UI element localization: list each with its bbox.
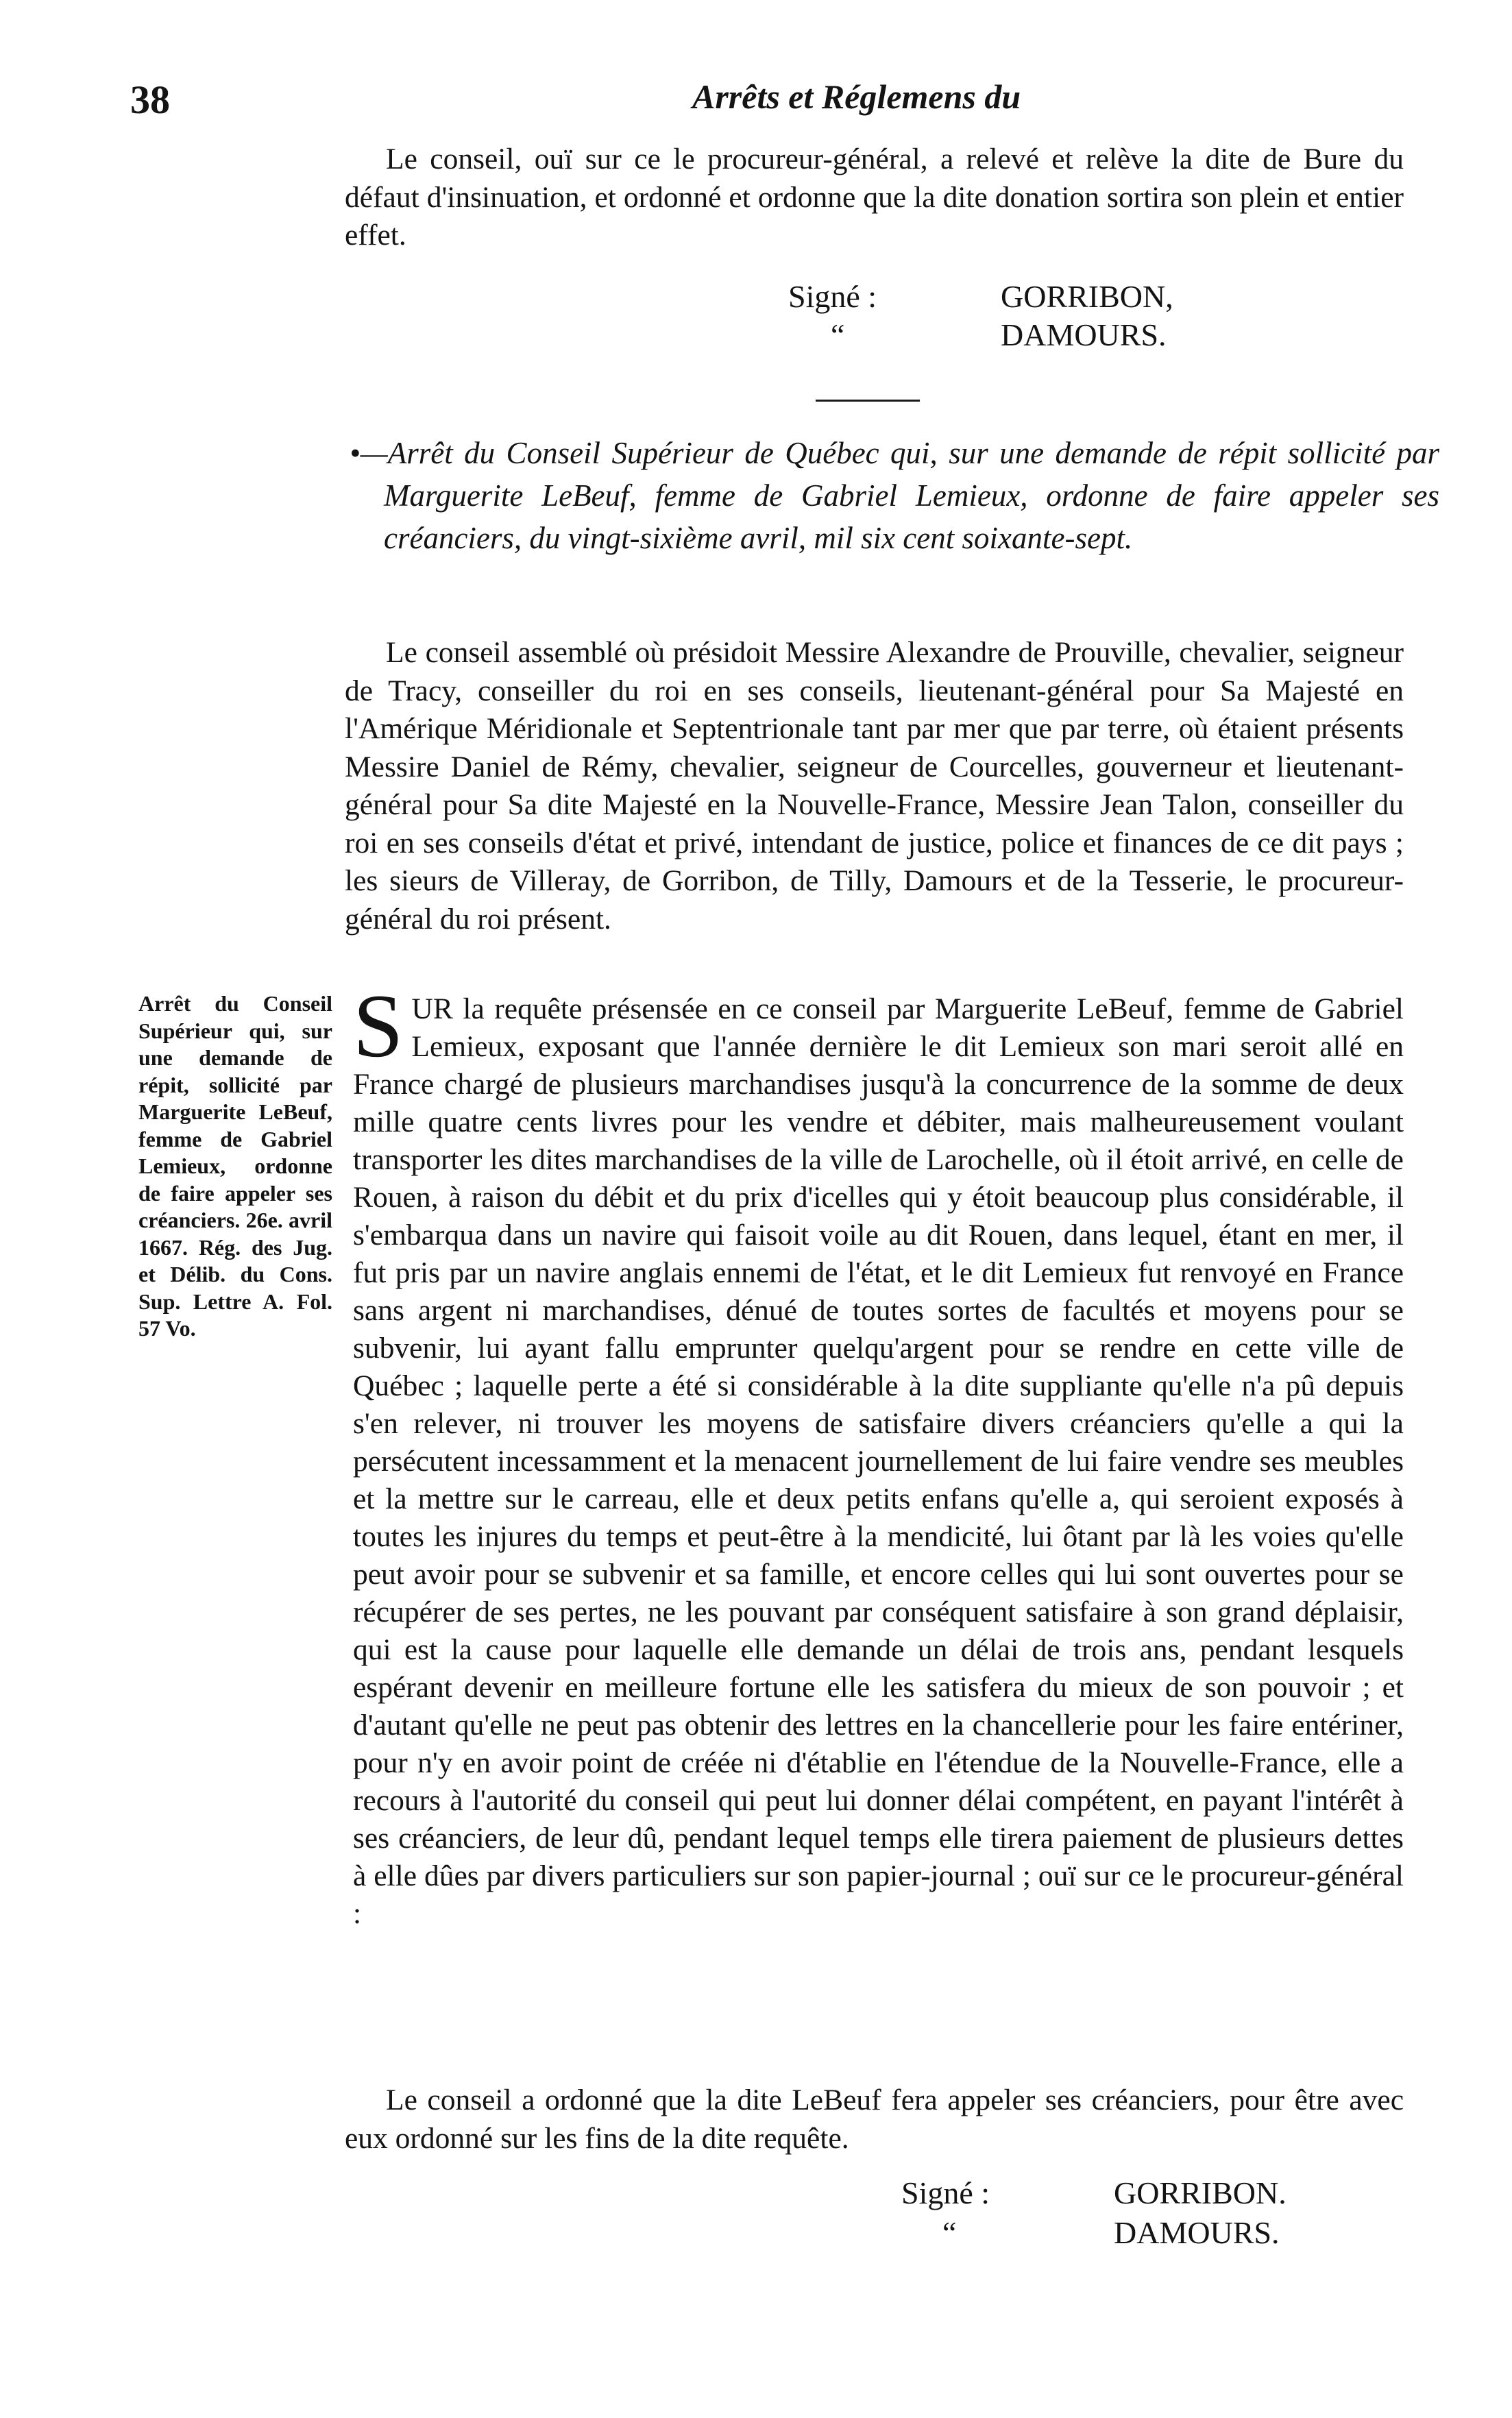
signature-name-gorribon: GORRIBON, [1001,279,1173,314]
signature-label: Signé : [901,2175,990,2210]
decision-paragraph: Le conseil a ordonné que la dite LeBeuf fera appeler ses créanciers, pour être avec eux ordonné sur les fins de la dite requête. [345,2084,1404,2155]
signature-name-damours: DAMOURS. [1114,2215,1280,2250]
assembly-paragraph: Le conseil assemblé où présidoit Messire Alexandre de Prouville, chevalier, seigneur de Tracy, conseiller du roi en ses conseils, lieutenant-général pour Sa Majesté en l'Amérique Méridionale et Septentrionale tant par mer que par terre, où étaient présents Messire Daniel de Rémy, chevalier, seigneur de Courcelles, gouverneur et lieutenant-général pour Sa dite Majesté en la Nouvelle-France, Messire Jean Talon, conseiller du roi en ses conseils d'état et privé, intendant de justice, police et finances de ce dit pays ; les sieurs de Villeray, de Gorribon, de Tilly, Damours et de la Tesserie, le procureur-général du roi présent. [345,636,1404,936]
page-number: 38 [130,77,170,122]
signature-name-gorribon: GORRIBON. [1114,2175,1287,2210]
drop-cap-letter: S [353,975,404,1076]
act-heading: •—Arrêt du Conseil Supérieur de Québec qui, sur une demande de répit sollicité par Marguerite LeBeuf, femme de Gabriel Lemieux, ordonne de faire appeler ses créanciers, du vingt-sixième avril, mil six cent soixante-sept. [350,436,1439,555]
running-title: Arrêts et Réglemens du [692,77,1021,116]
signature-ditto-mark: “ [831,317,845,352]
main-paragraph-text: UR la requête présensée en ce conseil par Marguerite LeBeuf, femme de Gabriel Lemieux, exposant que l'année dernière le dit Lemieux son mari seroit allé en France chargé de plusieurs marchandises jusqu'à la concurrence de la somme de deux mille quatre cents livres pour les vendre et débiter, mais malheureusement voulant transporter les dites marchandises de la ville de Larochelle, où il étoit arrivé, en celle de Rouen, à raison du débit et du prix d'icelles qui y étoit beaucoup plus considérable, il s'embarqua dans un navire qui faisoit voile au dit Rouen, dans lequel, étant en mer, il fut pris par un navire anglais ennemi de l'état, et le dit Lemieux fut renvoyé en France sans argent ni marchandises, dénué de toutes sortes de facultés et moyens pour se subvenir, lui ayant fallu emprunter quelqu'argent pour se rendre en cette ville de Québec ; laquelle perte a été si considérable à la dite suppliante qu'elle n'a pû depuis s'en relever, ni trouver les moyens de satisfaire divers créanciers qu'elle a qui la persécutent incessamment et la menacent journellement de lui faire vendre ses meubles et la mettre sur le carreau, elle et deux petits enfans qu'elle a, qui seroient exposés à toutes les injures du temps et peut-être à la mendicité, lui ôtant par là les voies qu'elle peut avoir pour se subvenir et sa famille, et encore celles qui lui sont ouvertes pour se récupérer de ses pertes, ne les pouvant par conséquent satisfaire à son grand déplaisir, qui est la cause pour laquelle elle demande un délai de trois ans, pendant lesquels espérant devenir en meilleure fortune elle les satisfera du mieux de son pouvoir ; et d'autant qu'elle ne peut pas obtenir des lettres en la chancellerie pour les faire entériner, pour n'y en avoir point de créée ni d'établie en l'étendue de la Nouvelle-France, elle a recours à l'autorité du conseil qui peut lui donner délai compétent, en payant l'intérêt à ses créanciers, de leur dû, pendant lequel temps elle tirera paiement de plusieurs dettes à elle dûes par divers particuliers sur son papier-journal ; ouï sur ce le procureur-général : [353,992,1404,1930]
main-paragraph [353,975,1404,1933]
margin-note: Arrêt du Conseil Supérieur qui, sur une demande de répit, sollicité par Marguerite LeBeuf, femme de Gabriel Lemieux, ordonne de faire appeler ses créanciers. 26e. avril 1667. Rég. des Jug. et Délib. du Cons. Sup. Lettre A. Fol. 57 Vo. [138,991,332,1341]
signature-label: Signé : [788,279,877,314]
signature-name-damours: DAMOURS. [1001,317,1167,352]
previous-act-closing-paragraph: Le conseil, ouï sur ce le procureur-général, a relevé et relève la dite de Bure du défaut d'insinuation, et ordonné et ordonne que la dite donation sortira son plein et entier effet. [345,143,1404,252]
section-divider [816,400,920,402]
signature-ditto-mark: “ [942,2215,957,2250]
